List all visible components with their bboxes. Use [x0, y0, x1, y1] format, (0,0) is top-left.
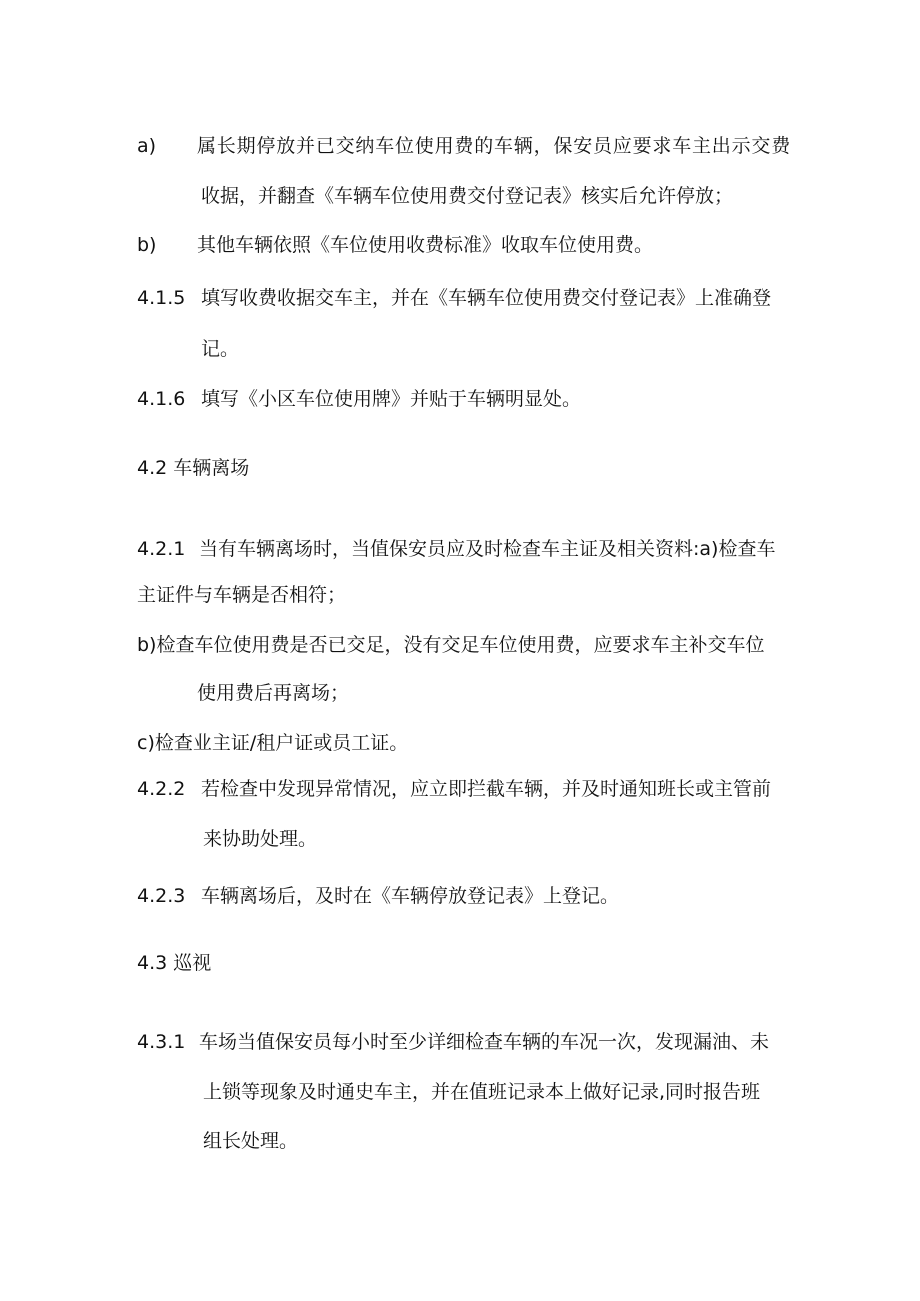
paragraph-line: b)检查车位使用费是否已交足，没有交足车位使用费，应要求车主补交车位 — [137, 634, 765, 656]
item-marker: b) — [137, 234, 157, 256]
paragraph-line: 当有车辆离场时，当值保安员应及时检查车主证及相关资料:a)检查车 — [199, 538, 776, 560]
paragraph-line: 来协助处理。 — [203, 828, 318, 850]
paragraph-line: 填写收费收据交车主，并在《车辆车位使用费交付登记表》上准确登 — [201, 287, 772, 309]
paragraph-line: c)检查业主证/租户证或员工证。 — [137, 732, 409, 754]
section-number: 4.2.3 — [137, 885, 186, 907]
paragraph-line: 填写《小区车位使用牌》并贴于车辆明显处。 — [201, 388, 582, 410]
section-heading: 4.3 巡视 — [137, 952, 212, 974]
paragraph-line: 车辆离场后，及时在《车辆停放登记表》上登记。 — [201, 885, 620, 907]
section-heading: 4.2 车辆离场 — [137, 457, 250, 479]
paragraph-line: 属长期停放并已交纳车位使用费的车辆，保安员应要求车主出示交费 — [197, 135, 792, 157]
item-marker: a) — [137, 135, 157, 157]
section-number: 4.1.5 — [137, 287, 186, 309]
paragraph-line: 主证件与车辆是否相符； — [137, 584, 347, 606]
paragraph-line: 其他车辆依照《车位使用收费标准》收取车位使用费。 — [197, 234, 654, 256]
section-number: 4.2.2 — [137, 778, 186, 800]
paragraph-line: 收据，并翻查《车辆车位使用费交付登记表》核实后允许停放； — [201, 185, 734, 207]
section-number: 4.2.1 — [137, 538, 186, 560]
paragraph-line: 车场当值保安员每小时至少详细检查车辆的车况一次，发现漏油、未 — [199, 1031, 770, 1053]
paragraph-line: 使用费后再离场； — [197, 682, 350, 704]
paragraph-line: 若检查中发现异常情况，应立即拦截车辆，并及时通知班长或主管前 — [201, 778, 772, 800]
section-number: 4.1.6 — [137, 388, 186, 410]
section-number: 4.3.1 — [137, 1031, 186, 1053]
paragraph-line: 记。 — [201, 338, 240, 360]
paragraph-line: 组长处理。 — [203, 1130, 299, 1152]
paragraph-line: 上锁等现象及时通史车主，并在值班记录本上做好记录,同时报告班 — [203, 1081, 761, 1103]
